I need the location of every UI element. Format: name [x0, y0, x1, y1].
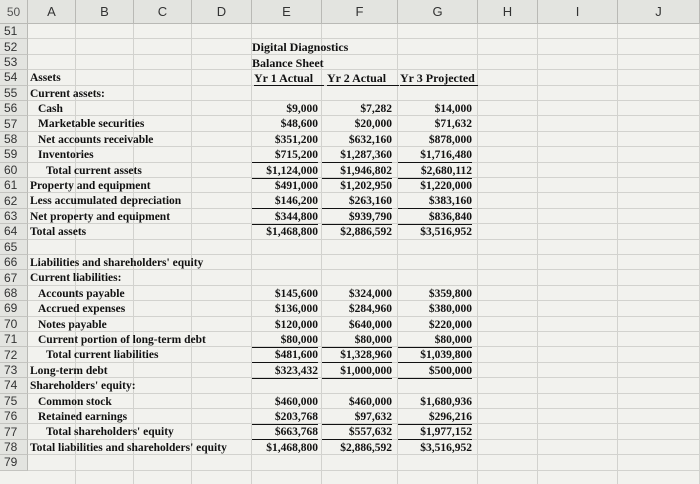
value-g-60[interactable]: $2,680,112 — [398, 164, 472, 179]
row-number-68[interactable]: 68 — [0, 286, 28, 301]
row-label-57[interactable]: Marketable securities — [38, 118, 145, 131]
column-header-j[interactable]: J — [618, 0, 700, 24]
row-label-78[interactable]: Total liabilities and shareholders' equity — [30, 441, 227, 454]
value-g-59[interactable]: $1,716,480 — [398, 148, 472, 163]
row-number-64[interactable]: 64 — [0, 224, 28, 239]
company-name[interactable]: Digital Diagnostics — [252, 40, 349, 55]
row-label-70[interactable]: Notes payable — [38, 318, 107, 331]
value-g-57[interactable]: $71,632 — [434, 118, 472, 131]
row-number-61[interactable]: 61 — [0, 178, 28, 193]
value-e-62[interactable]: $146,200 — [252, 194, 318, 209]
row-number-79[interactable]: 79 — [0, 455, 28, 470]
col-g-header[interactable]: Yr 3 Projected — [400, 71, 478, 86]
value-f-60[interactable]: $1,946,802 — [322, 164, 392, 179]
value-g-78[interactable]: $3,516,952 — [420, 441, 472, 454]
row-number-58[interactable]: 58 — [0, 132, 28, 147]
value-f-64[interactable]: $2,886,592 — [340, 226, 392, 239]
row-label-61[interactable]: Property and equipment — [30, 180, 151, 192]
value-g-73[interactable]: $500,000 — [398, 364, 472, 379]
value-e-60[interactable]: $1,124,000 — [252, 164, 318, 179]
value-g-70[interactable]: $220,000 — [428, 318, 472, 331]
row-number-62[interactable]: 62 — [0, 193, 28, 208]
row-gridline — [28, 240, 700, 255]
value-f-76[interactable]: $97,632 — [322, 410, 392, 425]
value-e-56[interactable]: $9,000 — [286, 103, 318, 115]
value-f-71[interactable]: $80,000 — [322, 333, 392, 348]
row-gridline — [28, 86, 700, 101]
value-f-75[interactable]: $460,000 — [348, 395, 392, 408]
row-label-73[interactable]: Long-term debt — [30, 364, 108, 377]
value-e-57[interactable]: $48,600 — [280, 118, 318, 131]
row-number-52[interactable]: 52 — [0, 39, 28, 54]
row-label-76[interactable]: Retained earnings — [38, 411, 128, 423]
value-f-72[interactable]: $1,328,960 — [322, 348, 392, 363]
value-e-63[interactable]: $344,800 — [252, 210, 318, 225]
column-header-f[interactable]: F — [322, 0, 398, 24]
value-f-68[interactable]: $324,000 — [348, 287, 392, 300]
row-number-67[interactable]: 67 — [0, 270, 28, 285]
value-e-64[interactable]: $1,468,800 — [266, 226, 318, 239]
value-e-76[interactable]: $203,768 — [252, 410, 318, 425]
column-header-c[interactable]: C — [134, 0, 192, 24]
row-label-77[interactable]: Total shareholders' equity — [46, 426, 174, 439]
value-g-76[interactable]: $296,216 — [398, 410, 472, 425]
row-gridline — [28, 39, 700, 54]
column-header-d[interactable]: D — [192, 0, 252, 24]
row-label-75[interactable]: Common stock — [38, 395, 112, 408]
value-g-71[interactable]: $80,000 — [398, 333, 472, 348]
row-label-55[interactable]: Current assets: — [30, 87, 105, 100]
row-number-60[interactable]: 60 — [0, 163, 28, 178]
value-e-58[interactable]: $351,200 — [274, 133, 318, 146]
row-label-72[interactable]: Total current liabilities — [46, 349, 159, 362]
value-f-62[interactable]: $263,160 — [322, 194, 392, 209]
row-number-63[interactable]: 63 — [0, 209, 28, 224]
row-gridline — [28, 24, 700, 39]
value-f-57[interactable]: $20,000 — [354, 118, 392, 131]
value-g-64[interactable]: $3,516,952 — [420, 226, 472, 239]
row-label-74[interactable]: Shareholders' equity: — [30, 380, 136, 393]
value-e-77[interactable]: $663,768 — [252, 425, 318, 440]
column-header-a[interactable]: A — [28, 0, 76, 24]
row-gridline — [28, 55, 700, 70]
row-number-69[interactable]: 69 — [0, 301, 28, 316]
row-label-64[interactable]: Total assets — [30, 226, 87, 239]
value-e-68[interactable]: $145,600 — [274, 287, 318, 300]
row-number-77[interactable]: 77 — [0, 424, 28, 439]
value-e-69[interactable]: $136,000 — [274, 303, 318, 316]
row-number-59[interactable]: 59 — [0, 147, 28, 162]
row-label-58[interactable]: Net accounts receivable — [38, 133, 154, 146]
row-label-59[interactable]: Inventories — [38, 149, 94, 162]
value-f-78[interactable]: $2,886,592 — [340, 441, 392, 454]
row-label-69[interactable]: Accrued expenses — [38, 303, 126, 316]
row-number-57[interactable]: 57 — [0, 116, 28, 131]
value-f-61[interactable]: $1,202,950 — [340, 180, 392, 192]
value-f-69[interactable]: $284,960 — [348, 303, 392, 316]
row-number-54[interactable]: 54 — [0, 70, 28, 85]
row-number-73[interactable]: 73 — [0, 363, 28, 378]
row-number-70[interactable]: 70 — [0, 317, 28, 332]
value-g-69[interactable]: $380,000 — [428, 303, 472, 316]
row-number-65[interactable]: 65 — [0, 240, 28, 255]
row-label-63[interactable]: Net property and equipment — [30, 210, 171, 223]
value-g-77[interactable]: $1,977,152 — [398, 425, 472, 440]
column-header-i[interactable]: I — [538, 0, 618, 24]
row-label-67[interactable]: Current liabilities: — [30, 272, 122, 285]
row-number-72[interactable]: 72 — [0, 347, 28, 362]
statement-title[interactable]: Balance Sheet — [252, 55, 324, 70]
row-number-51[interactable]: 51 — [0, 24, 28, 39]
row-number-66[interactable]: 66 — [0, 255, 28, 270]
value-g-56[interactable]: $14,000 — [434, 103, 472, 115]
value-e-71[interactable]: $80,000 — [252, 333, 318, 348]
column-header-h[interactable]: H — [478, 0, 538, 24]
value-e-73[interactable]: $323,432 — [252, 364, 318, 379]
row-label-71[interactable]: Current portion of long-term debt — [38, 334, 206, 346]
row-number-55[interactable]: 55 — [0, 86, 28, 101]
row-number-74[interactable]: 74 — [0, 378, 28, 393]
row-label-66[interactable]: Liabilities and shareholders' equity — [30, 257, 204, 269]
value-f-73[interactable]: $1,000,000 — [322, 364, 392, 379]
row-label-56[interactable]: Cash — [38, 103, 63, 115]
row-gridline — [28, 455, 700, 470]
row-gridline — [28, 270, 700, 285]
row-number-76[interactable]: 76 — [0, 409, 28, 424]
value-g-58[interactable]: $878,000 — [428, 133, 472, 146]
row-number-71[interactable]: 71 — [0, 332, 28, 347]
value-e-70[interactable]: $120,000 — [274, 318, 318, 331]
value-f-56[interactable]: $7,282 — [360, 103, 392, 115]
row-number-53[interactable]: 53 — [0, 55, 28, 70]
value-e-59[interactable]: $715,200 — [252, 148, 318, 163]
value-f-59[interactable]: $1,287,360 — [322, 148, 392, 163]
row-label-68[interactable]: Accounts payable — [38, 287, 125, 300]
col-e-header[interactable]: Yr 1 Actual — [254, 71, 324, 86]
row-number-50[interactable]: 50 — [0, 0, 28, 24]
value-f-58[interactable]: $632,160 — [348, 133, 392, 146]
value-g-72[interactable]: $1,039,800 — [398, 348, 472, 363]
row-label-60[interactable]: Total current assets — [46, 164, 142, 177]
row-number-56[interactable]: 56 — [0, 101, 28, 116]
value-e-61[interactable]: $491,000 — [274, 180, 318, 192]
column-header-e[interactable]: E — [252, 0, 322, 24]
value-e-75[interactable]: $460,000 — [274, 395, 318, 408]
col-f-header[interactable]: Yr 2 Actual — [327, 71, 399, 86]
value-f-77[interactable]: $557,632 — [322, 425, 392, 440]
column-header-g[interactable]: G — [398, 0, 478, 24]
value-g-61[interactable]: $1,220,000 — [420, 180, 472, 192]
row-number-75[interactable]: 75 — [0, 394, 28, 409]
value-f-70[interactable]: $640,000 — [348, 318, 392, 331]
value-g-63[interactable]: $836,840 — [398, 210, 472, 225]
value-g-75[interactable]: $1,680,936 — [420, 395, 472, 408]
row-number-78[interactable]: 78 — [0, 440, 28, 455]
column-header-b[interactable]: B — [76, 0, 134, 24]
row-label-54[interactable]: Assets — [30, 72, 61, 85]
value-e-78[interactable]: $1,468,800 — [266, 441, 318, 454]
value-g-68[interactable]: $359,800 — [428, 287, 472, 300]
value-f-63[interactable]: $939,790 — [322, 210, 392, 225]
value-g-62[interactable]: $383,160 — [398, 194, 472, 209]
value-e-72[interactable]: $481,600 — [252, 348, 318, 363]
row-label-62[interactable]: Less accumulated depreciation — [30, 195, 182, 208]
